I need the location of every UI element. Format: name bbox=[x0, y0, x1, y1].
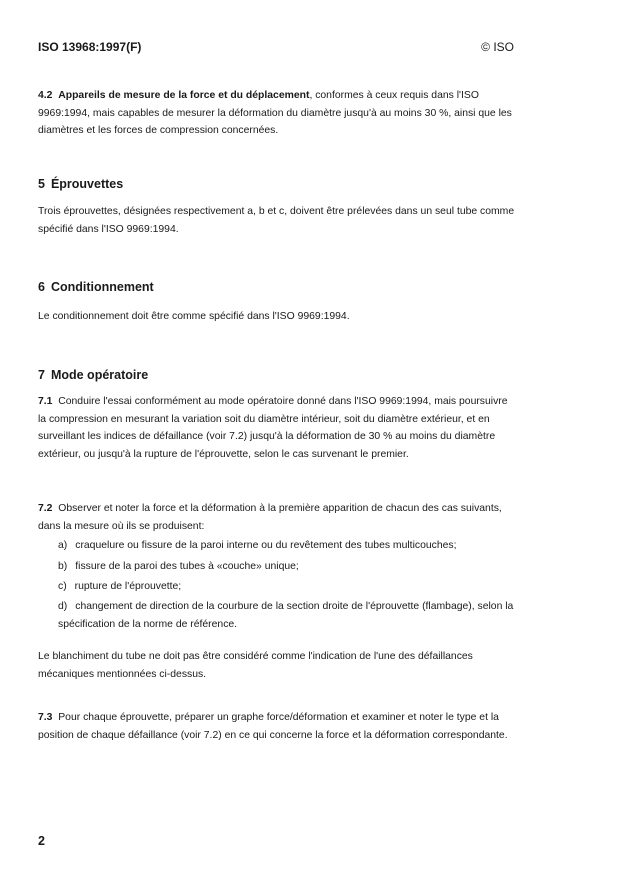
copyright-notice: © ISO bbox=[481, 40, 514, 54]
list-text: craquelure ou fissure de la paroi interne ou du revêtement des tubes multicouches; bbox=[75, 540, 457, 551]
clause-number: 7.3 bbox=[38, 712, 53, 723]
section-number: 5 bbox=[38, 177, 45, 191]
clause-number: 4.2 bbox=[38, 90, 53, 101]
document-id: ISO 13968:1997(F) bbox=[38, 40, 142, 54]
paragraph-6: Le conditionnement doit être comme spécifié dans l'ISO 9969:1994. bbox=[38, 311, 350, 322]
list-label: c) bbox=[58, 581, 67, 592]
section-number: 6 bbox=[38, 280, 45, 294]
paragraph-5: Trois éprouvettes, désignées respectivement a, b et c, doivent être prélevées dans un seul tube comme spécifié dans l'ISO 9969:1994. bbox=[38, 206, 515, 235]
list-item-d bbox=[58, 598, 518, 633]
list-item-a bbox=[58, 537, 518, 555]
list-text: rupture de l'éprouvette; bbox=[74, 581, 182, 592]
paragraph-7-3 bbox=[38, 709, 516, 744]
list-text: changement de direction de la courbure de la section droite de l'éprouvette (flambage), selon la spécification de la norme de référence. bbox=[58, 601, 514, 630]
list-label: d) bbox=[58, 601, 68, 612]
clause-number: 7.1 bbox=[38, 396, 53, 407]
paragraph-blanchiment-note: Le blanchiment du tube ne doit pas être considéré comme l'indication de l'une des défaillances mécaniques mentionnées ci-dessus. bbox=[38, 651, 473, 680]
paragraph-4-2 bbox=[38, 87, 516, 140]
list-label: b) bbox=[58, 561, 68, 572]
list-text: fissure de la paroi des tubes à «couche» unique; bbox=[75, 561, 299, 572]
clause-text: Pour chaque éprouvette, préparer un graphe force/déformation et examiner et noter le type et la position de chaque défaillance (voir 7.2) en ce qui concerne la force et la déformation correspondante. bbox=[38, 712, 508, 741]
page-number: 2 bbox=[38, 834, 45, 848]
paragraph-7-1 bbox=[38, 393, 516, 463]
clause-text: Observer et noter la force et la déformation à la première apparition de chacun des cas suivants, dans la mesure où ils se produisent: bbox=[38, 503, 502, 532]
list-item-c bbox=[58, 578, 518, 596]
clause-text: , conformes à ceux requis dans l'ISO 9969:1994, mais capables de mesurer la déformation du diamètre jusqu'à au moins 30 %, ainsi que les diamètres et les forces de compression concernées. bbox=[38, 90, 512, 136]
list-item-b bbox=[58, 558, 518, 576]
section-6-heading bbox=[38, 280, 154, 294]
section-number: 7 bbox=[38, 368, 45, 382]
paragraph-7-2 bbox=[38, 500, 516, 535]
section-title: Éprouvettes bbox=[50, 177, 124, 191]
clause-text: Conduire l'essai conformément au mode opératoire donné dans l'ISO 9969:1994, mais poursuivre la compression en mesurant la variation soit du diamètre intérieur, soit du diamètre extérieur, et en surveillant les indices de défaillance (voir 7.2) jusqu'à la déformation de 30 % au moins du diamètre extérieur, ou jusqu'à la rupture de l'éprouvette, selon le cas survenant le premier. bbox=[38, 396, 508, 460]
clause-title: Appareils de mesure de la force et du déplacement bbox=[58, 90, 310, 101]
clause-number: 7.2 bbox=[38, 503, 53, 514]
section-title: Conditionnement bbox=[50, 280, 154, 294]
section-title: Mode opératoire bbox=[50, 368, 149, 382]
section-7-heading bbox=[38, 368, 148, 382]
section-5-heading bbox=[38, 177, 123, 191]
list-label: a) bbox=[58, 540, 68, 551]
